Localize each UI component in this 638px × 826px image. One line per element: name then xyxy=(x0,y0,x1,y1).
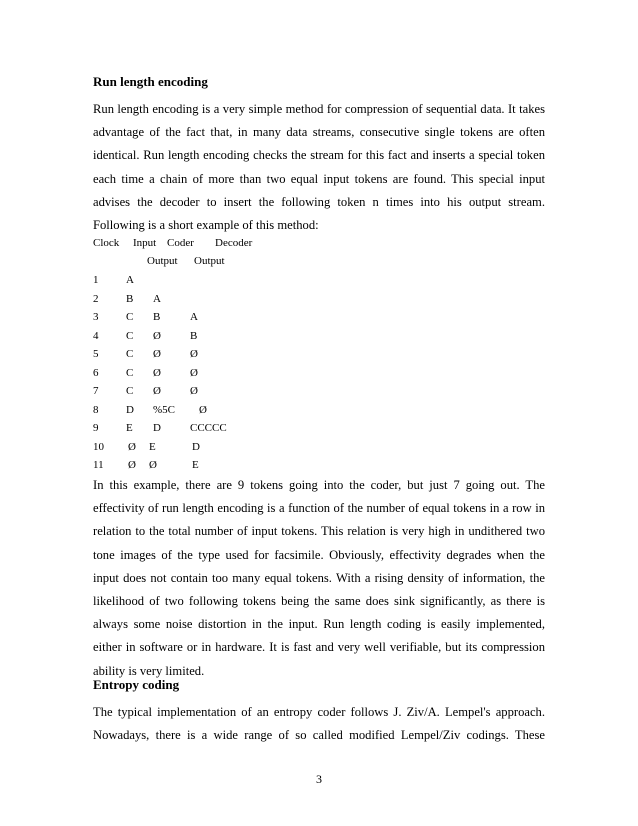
paragraph-line: effectivity of run length encoding is a function of the number of equal tokens in a row in xyxy=(93,501,545,516)
decoder-output-cell: D xyxy=(192,440,200,453)
clock-cell: 11 xyxy=(93,459,104,471)
input-cell: C xyxy=(126,385,134,397)
decoder-output-cell: E xyxy=(192,459,199,471)
decoder-output-cell: B xyxy=(190,329,198,342)
paragraph-line: always some noise distortion in the input. Run length coding is easily implemented, xyxy=(93,617,545,632)
input-cell: C xyxy=(126,329,134,342)
section-heading-entropy-coding: Entropy coding xyxy=(93,677,180,692)
paragraph-line: relation to the total number of input tokens. This relation is very high in undithered two xyxy=(93,524,545,539)
clock-cell: 3 xyxy=(93,311,99,323)
decoder-output-cell: Ø xyxy=(199,403,207,416)
clock-cell: 6 xyxy=(93,366,99,379)
decoder-output-cell: Ø xyxy=(190,366,198,379)
page-number: 3 xyxy=(316,772,322,786)
paragraph-line: each time a chain of more than two equal input tokens are found. This special input xyxy=(93,171,545,186)
coder-output-cell: Ø xyxy=(153,329,161,342)
paragraph-line: advantage of the fact that, in many data streams, consecutive single tokens are often xyxy=(93,125,545,140)
paragraph-line: likelihood of two following tokens being the same does sink significantly, as there is xyxy=(93,594,545,609)
input-cell: Ø xyxy=(128,459,136,471)
clock-cell: 10 xyxy=(93,440,104,453)
paragraph-line: Run length encoding is a very simple method for compression of sequential data. It takes xyxy=(93,102,545,116)
paragraph-line: In this example, there are 9 tokens going into the coder, but just 7 going out. The xyxy=(93,478,545,492)
input-cell: D xyxy=(126,403,134,416)
column-header-coder-output: Output xyxy=(147,255,178,267)
decoder-output-cell: CCCCC xyxy=(190,422,227,434)
paragraph-line: advises the decoder to insert the following token n times into his output stream. xyxy=(93,194,545,209)
paragraph-line: tone images of the type used for facsimile. Obviously, effectivity degrades when the xyxy=(93,547,545,562)
explanation-paragraph xyxy=(93,474,545,683)
paragraph-line: input does not contain too many equal tokens. With a rising density of information, the xyxy=(93,570,545,585)
coder-output-cell: Ø xyxy=(153,348,161,360)
paragraph-line: ability is very limited. xyxy=(93,663,205,678)
clock-cell: 9 xyxy=(93,422,99,434)
coder-output-cell: B xyxy=(153,311,161,323)
column-header-coder: Coder xyxy=(167,237,194,249)
coder-output-cell: Ø xyxy=(153,385,161,397)
paragraph-line: Following is a short example of this method: xyxy=(93,218,319,233)
input-cell: A xyxy=(126,274,134,286)
input-cell: E xyxy=(126,422,133,434)
intro-paragraph xyxy=(93,98,545,237)
clock-cell: 2 xyxy=(93,292,99,305)
paragraph-line: Nowadays, there is a wide range of so called modified Lempel/Ziv codings. These xyxy=(93,728,545,743)
clock-cell: 1 xyxy=(93,274,99,286)
column-header-decoder: Decoder xyxy=(215,237,253,249)
input-cell: C xyxy=(126,348,134,360)
coder-output-cell: %5C xyxy=(153,403,175,416)
input-cell: C xyxy=(126,311,134,323)
paragraph-line: The typical implementation of an entropy coder follows J. Ziv/A. Lempel's approach. xyxy=(93,705,545,719)
entropy-paragraph xyxy=(93,701,545,747)
coder-output-cell: Ø xyxy=(149,459,157,471)
clock-cell: 8 xyxy=(93,403,99,416)
input-cell: Ø xyxy=(128,440,136,453)
clock-cell: 4 xyxy=(93,329,99,342)
decoder-output-cell: Ø xyxy=(190,348,198,360)
decoder-output-cell: Ø xyxy=(190,385,198,397)
column-header-input: Input xyxy=(133,237,157,249)
coder-output-cell: A xyxy=(153,292,161,305)
clock-cell: 7 xyxy=(93,385,99,397)
section-heading-run-length-encoding: Run length encoding xyxy=(93,74,208,89)
decoder-output-cell: A xyxy=(190,311,198,323)
clock-cell: 5 xyxy=(93,348,99,360)
input-cell: B xyxy=(126,292,134,305)
column-header-clock: Clock xyxy=(93,237,120,249)
coder-output-cell: D xyxy=(153,422,161,434)
paragraph-line: identical. Run length encoding checks the stream for this fact and inserts a special token xyxy=(93,148,545,163)
coder-output-cell: E xyxy=(149,440,156,453)
paragraph-line: either in software or in hardware. It is fast and very well verifiable, but its compression xyxy=(93,640,545,655)
input-cell: C xyxy=(126,366,134,379)
coder-output-cell: Ø xyxy=(153,366,161,379)
column-header-decoder-output: Output xyxy=(194,255,225,267)
